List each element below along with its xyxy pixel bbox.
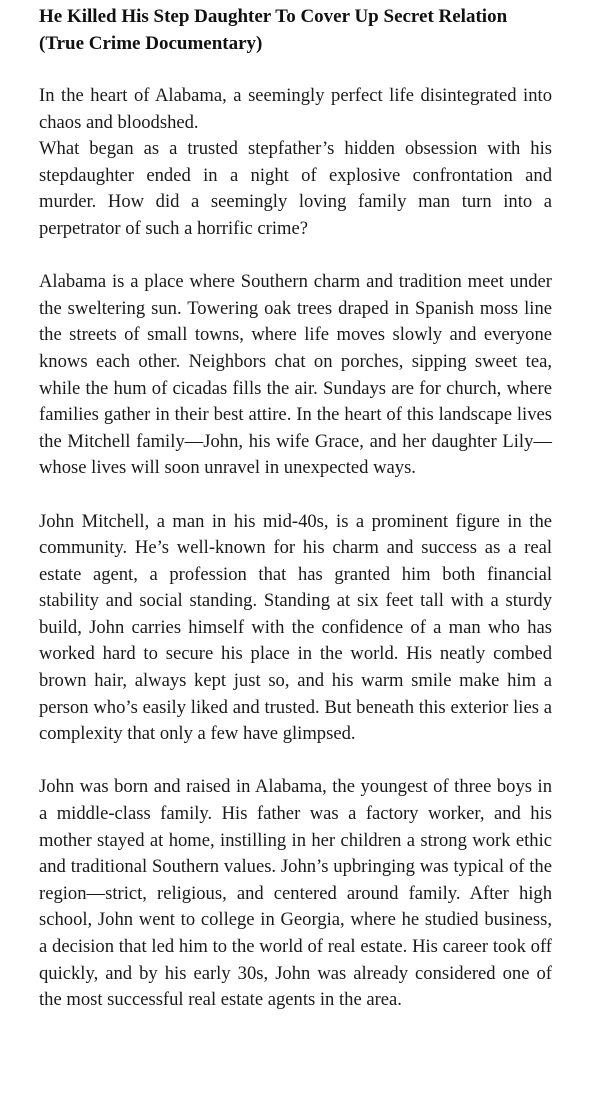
paragraph-spacer xyxy=(39,243,552,270)
john-mitchell-paragraph: John Mitchell, a man in his mid-40s, is a prominent figure in the community. He’s well-known for his charm and success as a real estate agent, a profession that has granted him both financial stability and social standing. Standing at six feet tall with a sturdy build, John carries himself with the confidence of a man who has worked hard to secure his place in the world. His neatly combed brown hair, always kept just so, and his warm smile make him a person who’s easily liked and trusted. But beneath this exterior lies a complexity that only a few have glimpsed. xyxy=(39,510,552,745)
article-title: He Killed His Step Daughter To Cover Up Secret Relation (True Crime Documentary) xyxy=(39,6,508,54)
paragraph-spacer xyxy=(39,748,552,775)
article xyxy=(39,0,552,1014)
alabama-setting-paragraph: Alabama is a place where Southern charm and tradition meet under the sweltering sun. Towering oak trees draped in Spanish moss line the streets of small towns, where life moves slowly and everyone knows each other. Neighbors chat on porches, sipping sweet tea, while the hum of cicadas fills the air. Sundays are for church, where families gather in their best attire. In the heart of this landscape lives the Mitchell family—John, his wife Grace, and her daughter Lily—whose lives will soon unravel in unexpected ways. xyxy=(39,271,552,479)
intro-paragraph-1: In the heart of Alabama, a seemingly perfect life disintegrated into chaos and bloodshed. xyxy=(39,85,552,133)
john-background-paragraph: John was born and raised in Alabama, the youngest of three boys in a middle-class family. His father was a factory worker, and his mother stayed at home, instilling in her children a strong work ethic and traditional Southern values. John’s upbringing was typical of the region—strict, religious, and centered around family. After high school, John went to college in Georgia, where he studied business, a decision that led him to the world of real estate. His career took off quickly, and by his early 30s, John was already considered one of the most successful real estate agents in the area. xyxy=(39,776,552,1011)
intro-paragraph-2: What began as a trusted stepfather’s hidden obsession with his stepdaughter ended in a night of explosive confrontation and murder. How did a seemingly loving family man turn into a perpetrator of such a horrific crime? xyxy=(39,138,552,239)
paragraph-spacer xyxy=(39,482,552,509)
